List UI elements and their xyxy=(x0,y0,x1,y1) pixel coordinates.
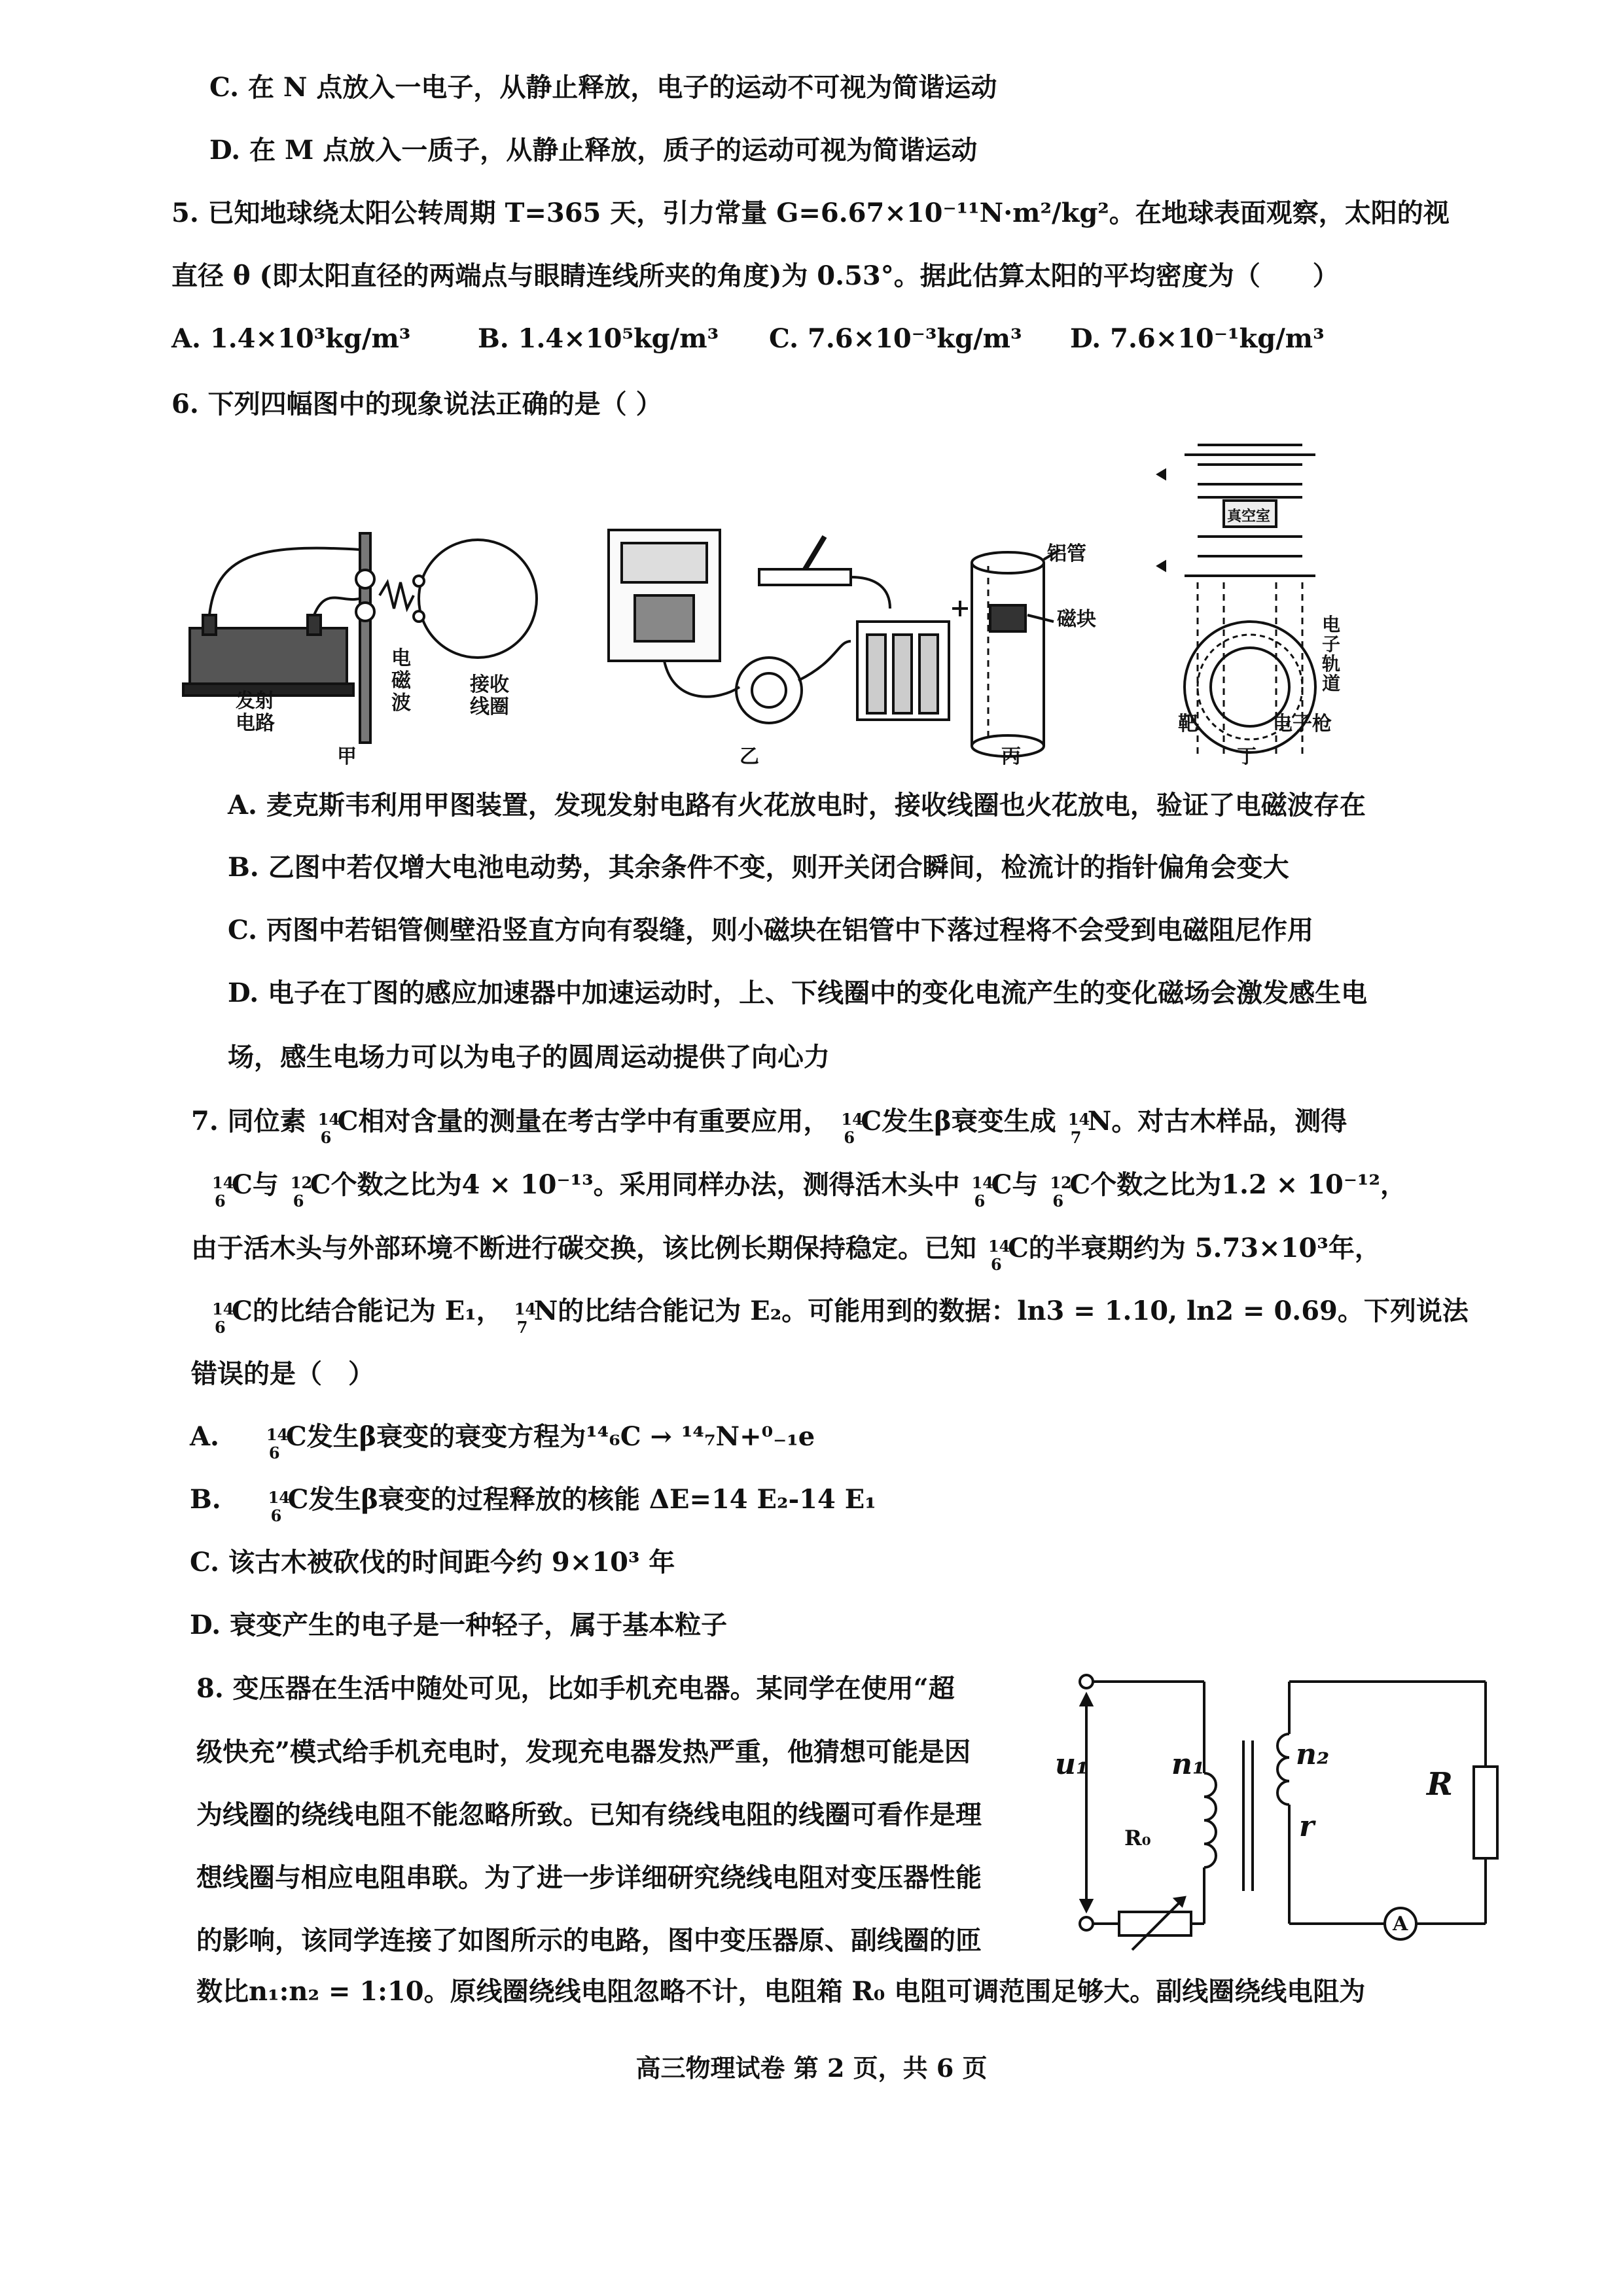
q7-option-c: C. 该古木被砍伐的时间距今约 9×10³ 年 xyxy=(190,1547,675,1578)
option-text: C发生β衰变的衰变方程为¹⁴₆C → ¹⁴₇N+⁰₋₁e xyxy=(285,1421,815,1452)
option-text: C发生β衰变的过程释放的核能 ΔE=14 E₂-14 E₁ xyxy=(287,1484,876,1515)
q7-text: C的比结合能记为 E₁， xyxy=(232,1296,503,1326)
q8-stem-line2: 级快充”模式给手机充电时，发现充电器发热严重，他猜想可能是因 xyxy=(196,1737,971,1767)
q7-text: N。对古木样品，测得 xyxy=(1087,1106,1347,1137)
mass-number: 14 xyxy=(268,1488,291,1507)
atomic-number: 7 xyxy=(1070,1128,1082,1147)
q7-option-a xyxy=(190,1420,815,1462)
q4-option-d: D. 在 M 点放入一质子，从静止释放，质子的运动可视为简谐运动 xyxy=(209,135,978,166)
mass-number: 14 xyxy=(988,1237,1010,1256)
atomic-number: 6 xyxy=(215,1318,226,1337)
q7-stem-line3 xyxy=(191,1231,1381,1274)
ding-caption: 丁 xyxy=(1237,745,1257,768)
isotope-c14 xyxy=(209,1296,234,1337)
figure-bing xyxy=(972,550,1060,756)
q7-text: C相对含量的测量在考古学中有重要应用， xyxy=(337,1106,830,1137)
isotope-c12 xyxy=(1047,1170,1072,1210)
bing-caption: 丙 xyxy=(1001,745,1021,768)
atomic-number: 6 xyxy=(293,1192,304,1210)
page-footer: 高三物理试卷 第 2 页，共 6 页 xyxy=(635,2053,988,2083)
yi-caption: 乙 xyxy=(740,745,759,768)
isotope-c14 xyxy=(264,1422,289,1462)
r-label: r xyxy=(1299,1810,1315,1843)
isotope-c14 xyxy=(986,1233,1010,1274)
atomic-number: 7 xyxy=(516,1318,528,1337)
q5-stem-line2: 直径 θ (即太阳直径的两端点与眼睛连线所夹的角度)为 0.53°。据此估算太阳的平均密度为（ ） xyxy=(171,260,1339,291)
R0-label: R₀ xyxy=(1124,1826,1151,1850)
mass-number: 14 xyxy=(266,1425,289,1444)
isotope-n14 xyxy=(1065,1106,1090,1147)
q7-text: C的半衰期约为 5.73×10³年， xyxy=(1007,1233,1381,1263)
bing-tube-label: 铝管 xyxy=(1047,542,1086,565)
mass-number: 14 xyxy=(1067,1110,1090,1129)
q4-option-c: C. 在 N 点放入一电子，从静止释放，电子的运动不可视为简谐运动 xyxy=(209,72,997,103)
q7-option-d: D. 衰变产生的电子是一种轻子，属于基本粒子 xyxy=(190,1610,728,1640)
q7-text: C与 xyxy=(232,1169,279,1200)
n2-label: n₂ xyxy=(1296,1738,1330,1771)
q6-option-c: C. 丙图中若铝管侧壁沿竖直方向有裂缝，则小磁块在铝管中下落过程将不会受到电磁阻尼作用 xyxy=(228,915,1313,945)
isotope-c14 xyxy=(969,1170,993,1210)
atomic-number: 6 xyxy=(320,1128,332,1147)
q6-option-a: A. 麦克斯韦利用甲图装置，发现发射电路有火花放电时，接收线圈也火花放电，验证了电磁波存在 xyxy=(228,790,1366,821)
option-letter: B. xyxy=(190,1484,221,1515)
isotope-n14 xyxy=(512,1296,537,1337)
q7-text: 7. 同位素 xyxy=(191,1106,306,1137)
q5-stem-line1: 5. 已知地球绕太阳公转周期 T=365 天，引力常量 G=6.67×10⁻¹¹N·m²/kg²。在地球表面观察，太阳的视 xyxy=(171,198,1450,228)
q8-stem-line1: 8. 变压器在生活中随处可见，比如手机充电器。某同学在使用“超 xyxy=(196,1673,955,1704)
figure-yi xyxy=(609,530,968,723)
q7-text: 由于活木头与外部环境不断进行碳交换，该比例长期保持稳定。已知 xyxy=(191,1233,976,1263)
mass-number: 14 xyxy=(514,1299,537,1318)
q7-text: C与 xyxy=(991,1169,1039,1200)
mass-number: 12 xyxy=(1050,1173,1072,1192)
n1-label: n₁ xyxy=(1171,1748,1205,1781)
atomic-number: 6 xyxy=(974,1192,986,1210)
q6-stem: 6. 下列四幅图中的现象说法正确的是（ ） xyxy=(171,389,662,419)
q7-text: C个数之比为1.2 × 10⁻¹²， xyxy=(1069,1169,1406,1200)
bing-magnet-label: 磁块 xyxy=(1057,608,1096,631)
isotope-c14 xyxy=(209,1170,234,1210)
atomic-number: 6 xyxy=(844,1128,855,1147)
isotope-c14 xyxy=(315,1106,340,1147)
ammeter-label: A xyxy=(1393,1913,1408,1935)
jia-emit-label: 发射 电路 xyxy=(236,690,275,735)
ding-orbit-label: 电 子 轨 道 xyxy=(1322,614,1341,694)
q5-option-d: D. 7.6×10⁻¹kg/m³ xyxy=(1070,323,1325,354)
atomic-number: 6 xyxy=(268,1443,280,1462)
q7-text: C个数之比为4 × 10⁻¹³。采用同样办法，测得活木头中 xyxy=(310,1169,960,1200)
atomic-number: 6 xyxy=(215,1192,226,1210)
ding-gun-label: 电子枪 xyxy=(1273,713,1332,735)
mass-number: 14 xyxy=(212,1299,234,1318)
q7-stem-line4 xyxy=(209,1294,1469,1337)
jia-caption: 甲 xyxy=(337,745,357,768)
q8-stem-line6: 数比n₁:n₂ = 1:10。原线圈绕线电阻忽略不计，电阻箱 R₀ 电阻可调范围足够大。副线圈绕线电阻为 xyxy=(196,1976,1366,2007)
mass-number: 14 xyxy=(841,1110,863,1129)
isotope-c12 xyxy=(288,1170,313,1210)
mass-number: 14 xyxy=(212,1173,234,1192)
mass-number: 14 xyxy=(317,1110,340,1129)
isotope-c14 xyxy=(838,1106,863,1147)
q5-option-b: B. 1.4×10⁵kg/m³ xyxy=(478,323,719,354)
q7-stem-line5: 错误的是（ ） xyxy=(191,1358,374,1389)
q6-option-d-line1: D. 电子在丁图的感应加速器中加速运动时，上、下线圈中的变化电流产生的变化磁场会激发感生电 xyxy=(228,978,1368,1008)
mass-number: 14 xyxy=(971,1173,993,1192)
q8-stem-line5: 的影响，该同学连接了如图所示的电路，图中变压器原、副线圈的匝 xyxy=(196,1925,982,1956)
u1-label: u₁ xyxy=(1055,1748,1089,1781)
q7-option-b xyxy=(190,1483,876,1525)
jia-wave-label: 电 磁 波 xyxy=(391,647,411,715)
mass-number: 12 xyxy=(290,1173,313,1192)
q6-option-b: B. 乙图中若仅增大电池电动势，其余条件不变，则开关闭合瞬间，检流计的指针偏角会变大 xyxy=(228,852,1289,883)
q6-option-d-line2: 场，感生电场力可以为电子的圆周运动提供了向心力 xyxy=(228,1042,830,1072)
atomic-number: 6 xyxy=(990,1255,1002,1274)
q6-figures xyxy=(177,425,1420,792)
q8-stem-line3: 为线圈的绕线电阻不能忽略所致。已知有绕线电阻的线圈可看作是理 xyxy=(196,1799,982,1830)
q8-circuit xyxy=(1047,1662,1518,1963)
option-letter: A. xyxy=(190,1421,219,1452)
atomic-number: 6 xyxy=(270,1506,282,1525)
jia-recv-label: 接收 线圈 xyxy=(470,673,509,718)
q7-stem-line2 xyxy=(209,1168,1406,1210)
isotope-c14 xyxy=(266,1485,291,1525)
q8-stem-line4: 想线圈与相应电阻串联。为了进一步详细研究绕线电阻对变压器性能 xyxy=(196,1862,982,1893)
ding-vacuum-label: 真空室 xyxy=(1227,508,1271,525)
R-label: R xyxy=(1427,1766,1453,1803)
q5-option-a: A. 1.4×10³kg/m³ xyxy=(171,323,411,354)
q5-option-c: C. 7.6×10⁻³kg/m³ xyxy=(769,323,1022,354)
q7-text: N的比结合能记为 E₂。可能用到的数据：ln3 = 1.10, ln2 = 0.69。下列说法 xyxy=(533,1296,1469,1326)
q7-stem-line1 xyxy=(191,1104,1347,1147)
q7-text: C发生β衰变生成 xyxy=(861,1106,1056,1137)
atomic-number: 6 xyxy=(1052,1192,1064,1210)
figure-ding xyxy=(1158,445,1315,759)
ding-target-label: 靶 xyxy=(1178,713,1198,735)
